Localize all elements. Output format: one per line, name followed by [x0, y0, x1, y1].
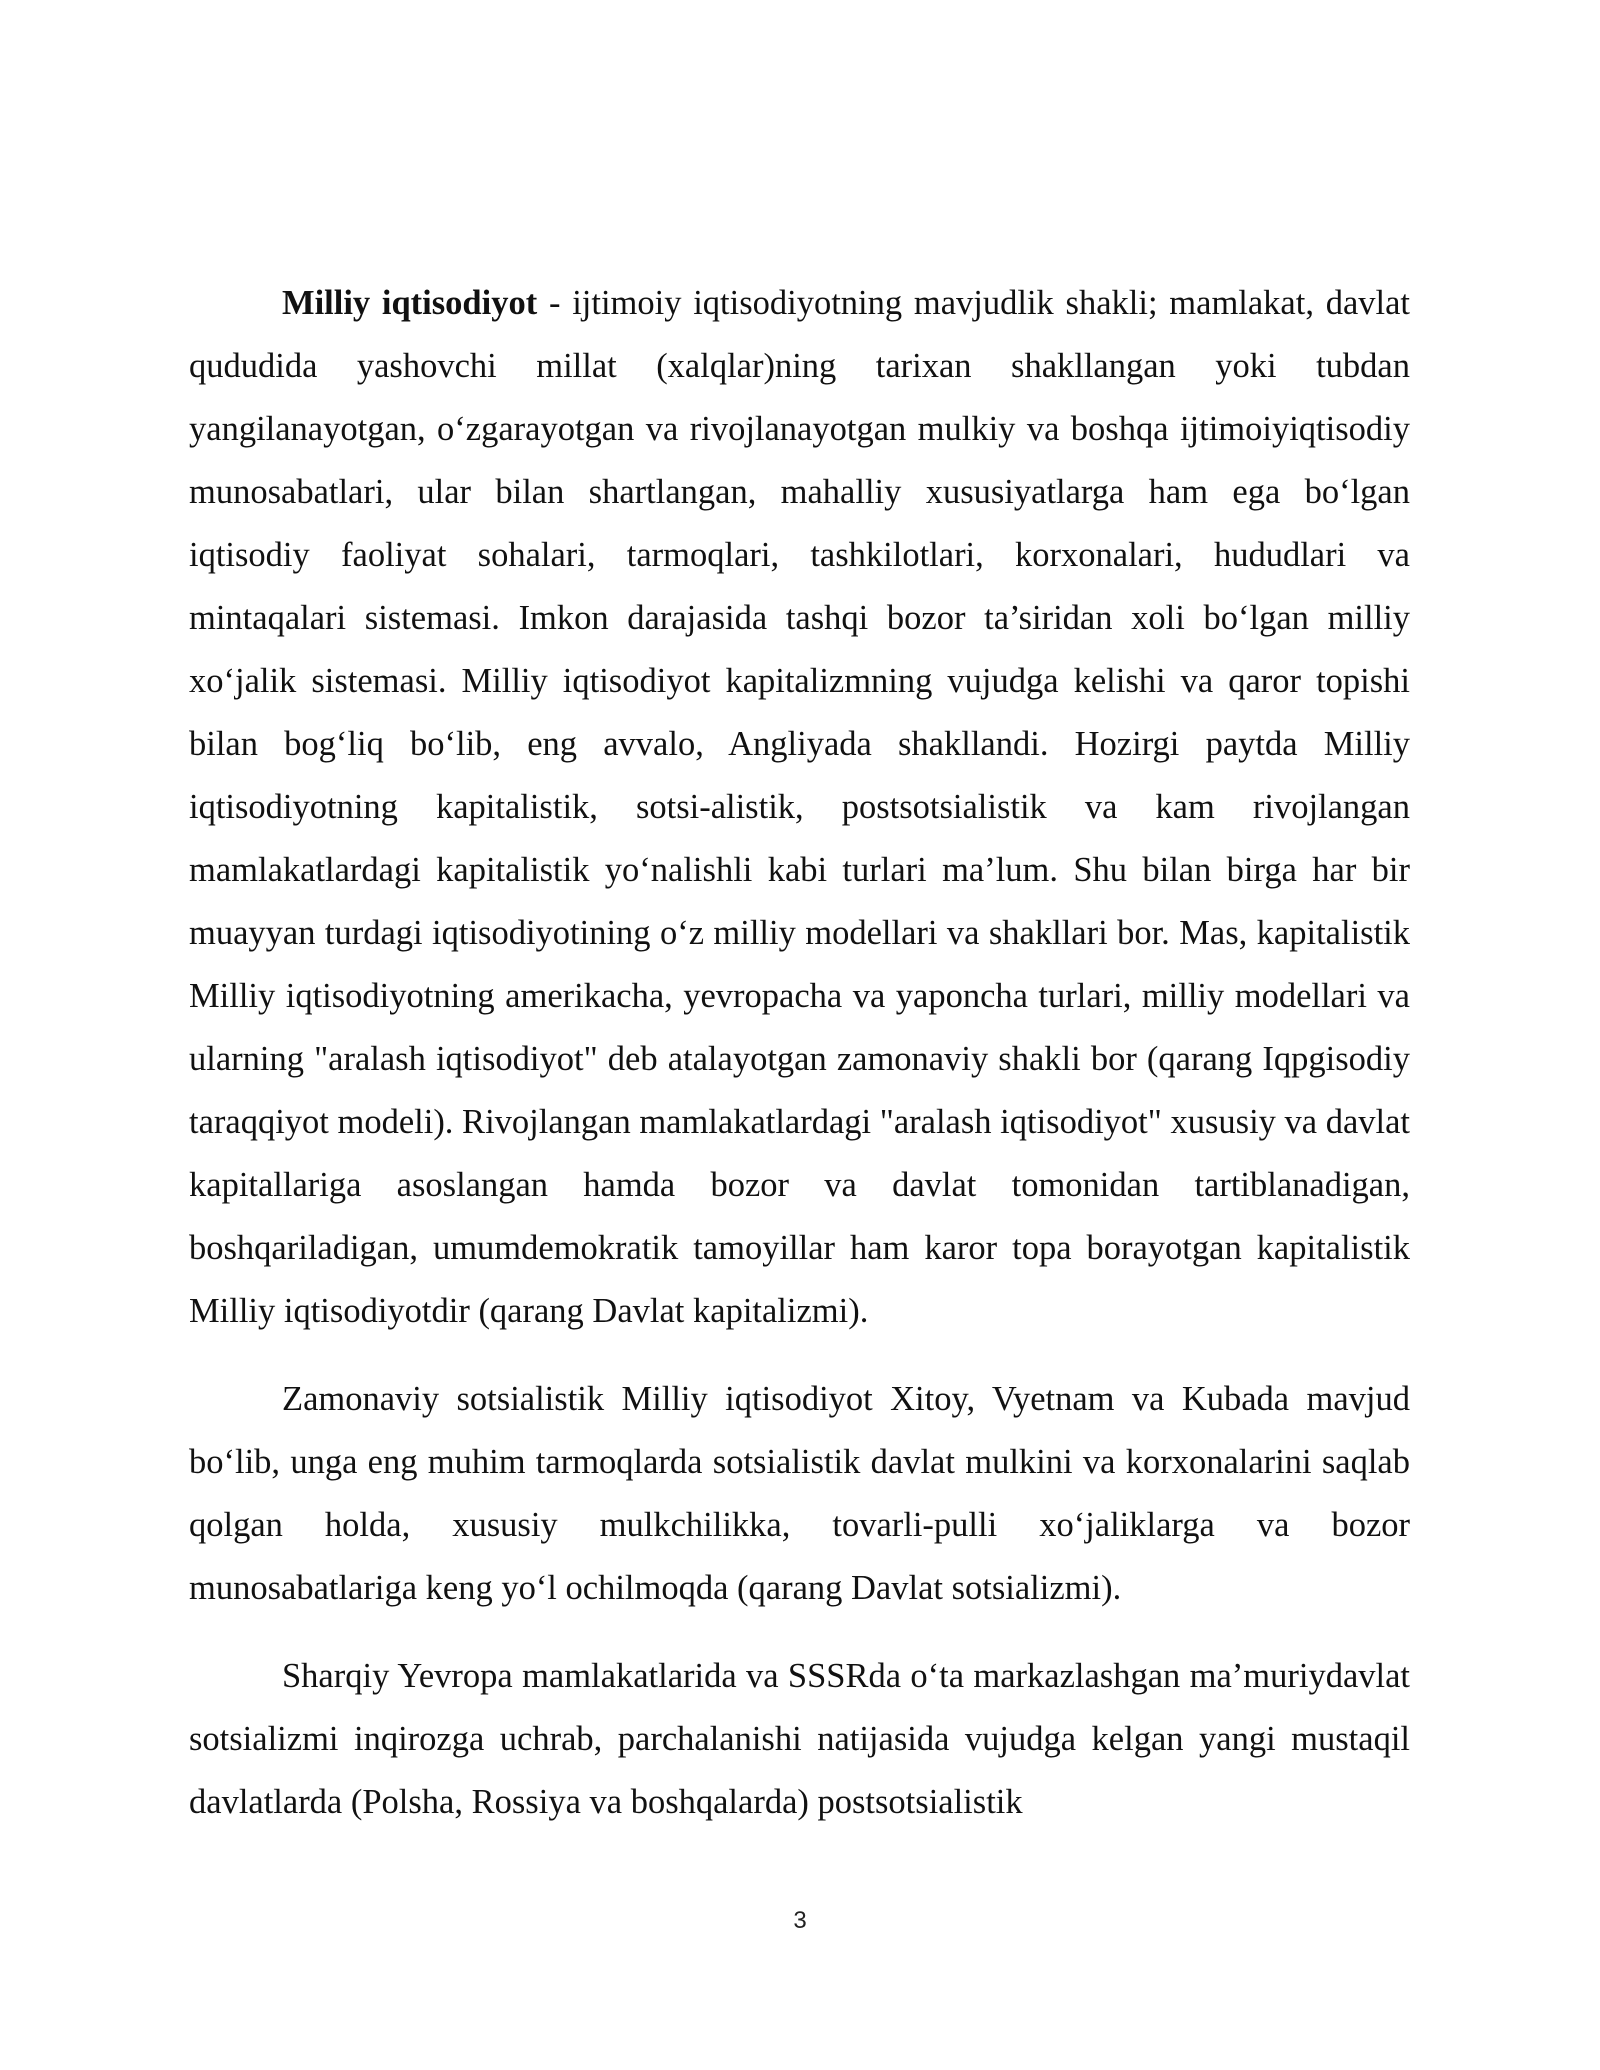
bold-lead-term: Milliy iqtisodiyot: [282, 284, 538, 322]
paragraph-text: Zamonaviy sotsialistik Milliy iqtisodiyot Xitoy, Vyetnam va Kubada mavjud bo‘lib, unga eng muhim tarmoqlarda sotsialistik davlat mulkini va korxonalarini saqlab qolgan holda, xususiy mulkchilikka, tovarli-pulli xo‘jaliklarga va bozor munosabatlariga keng yo‘l ochilmoqda (qarang Davlat sotsializmi).: [189, 1380, 1410, 1607]
paragraph-milliy-iqtisodiyot-definition: [189, 272, 1410, 1343]
page-number: 3: [793, 1907, 807, 1934]
document-body: [189, 272, 1410, 1834]
paragraph-socialist-economy: [189, 1368, 1410, 1620]
paragraph-eastern-europe: [189, 1645, 1410, 1834]
paragraph-text: - ijtimoiy iqtisodiyotning mavjudlik shakli; mamlakat, davlat qududida yashovchi millat (xalqlar)ning tarixan shakllangan yoki tubdan yangilanayotgan, o‘zgarayotgan va rivojlanayotgan mulkiy va boshqa ijtimoiyiqtisodiy munosabatlari, ular bilan shartlangan, mahalliy xususiyatlarga ham ega bo‘lgan iqtisodiy faoliyat sohalari, tarmoqlari, tashkilotlari, korxonalari, hududlari va mintaqalari sistemasi. Imkon darajasida tashqi bozor ta’siridan xoli bo‘lgan milliy xo‘jalik sistemasi. Milliy iqtisodiyot kapitalizmning vujudga kelishi va qaror topishi bilan bog‘liq bo‘lib, eng avvalo, Angliyada shakllandi. Hozirgi paytda Milliy iqtisodiyotning kapitalistik, sotsi-alistik, postsotsialistik va kam rivojlangan mamlakatlardagi kapitalistik yo‘nalishli kabi turlari ma’lum. Shu bilan birga har bir muayyan turdagi iqtisodiyotining o‘z milliy modellari va shakllari bor. Mas, kapitalistik Milliy iqtisodiyotning amerikacha, yevropacha va yaponcha turlari, milliy modellari va ularning "aralash iqtisodiyot" deb atalayotgan zamonaviy shakli bor (qarang Iqpgisodiy taraqqiyot modeli). Rivojlangan mamlakatlardagi "aralash iqtisodiyot" xususiy va davlat kapitallariga asoslangan hamda bozor va davlat tomonidan tartiblanadigan, boshqariladigan, umumdemokratik tamoyillar ham karor topa borayotgan kapitalistik Milliy iqtisodiyotdir (qarang Davlat kapitalizmi).: [189, 284, 1411, 1330]
paragraph-text: Sharqiy Yevropa mamlakatlarida va SSSRda o‘ta markazlashgan ma’muriydavlat sotsializmi inqirozga uchrab, parchalanishi natijasida vujudga kelgan yangi mustaqil davlatlarda (Polsha, Rossiya va boshqalarda) postsotsialistik: [189, 1657, 1410, 1821]
